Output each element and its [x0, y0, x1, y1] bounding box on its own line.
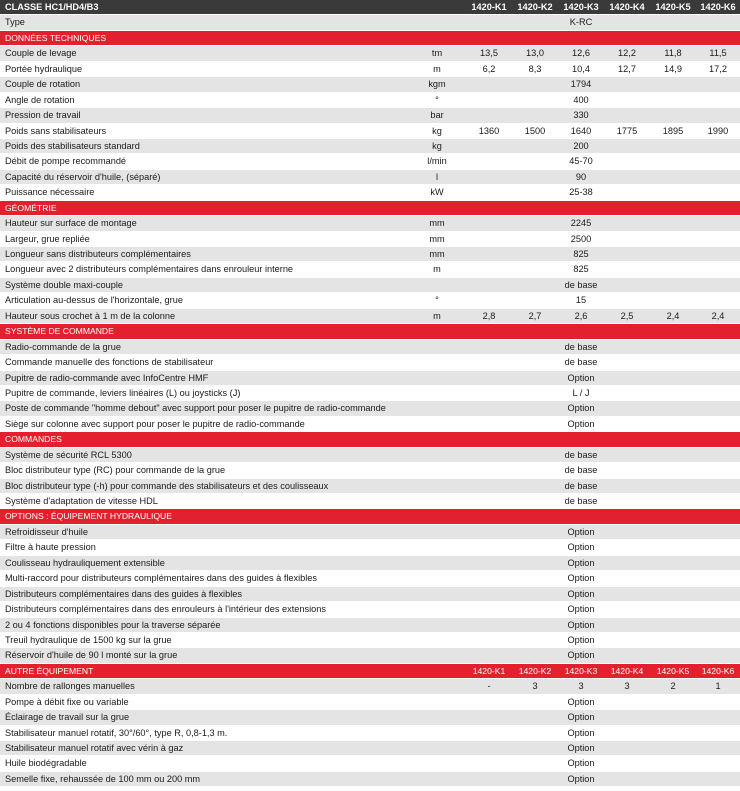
row-label: Capacité du réservoir d'huile, (séparé) [5, 171, 161, 182]
table-row [0, 340, 740, 355]
row-value: de base [564, 465, 598, 476]
row-label: Largeur, grue repliée [5, 233, 90, 244]
row-value: 8,3 [528, 63, 542, 74]
table-row [0, 479, 740, 494]
row-unit: m [433, 63, 441, 74]
row-value: 1775 [616, 125, 638, 136]
row-value: 1895 [662, 125, 684, 136]
table-row [0, 525, 740, 540]
row-label: Bloc distributeur type (RC) pour commande de la grue [5, 465, 226, 476]
row-unit: m [433, 310, 441, 321]
table-row [0, 247, 740, 262]
table-row [0, 540, 740, 555]
row-value: 11,5 [709, 48, 727, 59]
row-label: Hauteur sur surface de montage [5, 218, 137, 229]
row-label: Coulisseau hydrauliquement extensible [5, 557, 165, 568]
row-value: 400 [573, 94, 589, 105]
row-label: Nombre de rallonges manuelles [5, 681, 135, 692]
row-value: Option [567, 403, 595, 414]
table-title: CLASSE HC1/HD4/B3 [5, 2, 99, 12]
row-value: Option [567, 758, 595, 769]
row-label: Couple de levage [5, 48, 77, 59]
row-value: 3 [532, 681, 538, 692]
row-value: Option [567, 650, 595, 661]
table-row [0, 371, 740, 386]
row-value: 2,7 [528, 310, 542, 321]
row-value: 17,2 [709, 63, 727, 74]
row-label: Pupitre de commande, leviers linéaires (L) ou joysticks (J) [5, 387, 241, 398]
row-label: Pression de travail [5, 110, 81, 121]
row-unit: mm [429, 233, 445, 244]
table-row [0, 185, 740, 200]
row-unit: kW [430, 187, 444, 198]
row-value: de base [564, 480, 598, 491]
row-value: 825 [573, 264, 589, 275]
section-title: GÉOMÉTRIE [5, 202, 57, 213]
row-label: Type [5, 17, 25, 28]
row-label: Poids des stabilisateurs standard [5, 140, 140, 151]
row-value: 3 [624, 681, 630, 692]
row-value: Option [567, 573, 595, 584]
model-header: 1420-K3 [564, 665, 598, 676]
row-value: Option [567, 526, 595, 537]
row-unit: mm [429, 218, 445, 229]
row-label: Poids sans stabilisateurs [5, 125, 107, 136]
row-unit: mm [429, 249, 445, 259]
row-label: Distributeurs complémentaires dans des enrouleurs à l'intérieur des extensions [5, 604, 326, 615]
row-value: 2,4 [666, 310, 680, 321]
row-label: Siège sur colonne avec support pour poser le pupitre de radio-commande [5, 418, 305, 429]
model-header: 1420-K6 [700, 2, 736, 12]
row-value: Option [567, 619, 595, 630]
row-label: Treuil hydraulique de 1500 kg sur la grue [5, 634, 172, 645]
row-value: Option [567, 634, 595, 645]
row-label: Pompe à débit fixe ou variable [5, 696, 129, 707]
section-header [0, 31, 740, 46]
table-header [0, 0, 740, 15]
table-row [0, 741, 740, 756]
table-row [0, 216, 740, 231]
row-unit: ° [435, 295, 439, 306]
row-label: Couple de rotation [5, 79, 81, 90]
row-value: Option [567, 542, 595, 553]
model-header: 1420-K5 [656, 665, 690, 676]
table-row [0, 648, 740, 663]
model-header: 1420-K2 [517, 2, 553, 12]
row-label: Puissance nécessaire [5, 187, 95, 198]
row-label: Distributeurs complémentaires dans des guides à flexibles [5, 588, 242, 599]
row-value: 330 [573, 110, 589, 121]
table-row [0, 278, 740, 293]
table-row [0, 77, 740, 92]
table-row [0, 46, 740, 61]
table-row [0, 448, 740, 463]
row-value: 12,2 [618, 48, 636, 59]
table-row [0, 571, 740, 586]
row-unit: tm [431, 48, 443, 59]
row-label: Huile biodégradable [5, 758, 87, 769]
row-value: Option [567, 727, 595, 738]
row-value: L / J [572, 387, 590, 398]
row-value: K-RC [569, 17, 593, 28]
row-value: 13,0 [526, 48, 544, 59]
row-value: 1794 [570, 79, 592, 90]
row-value: - [487, 681, 491, 692]
row-value: 2500 [570, 233, 592, 244]
spec-rows [0, 15, 740, 787]
section-title: AUTRE ÉQUIPEMENT [5, 665, 94, 676]
row-label: Multi-raccord pour distributeurs complémentaires dans des guides à flexibles [5, 573, 318, 584]
row-label: Poste de commande "homme debout" avec support pour poser le pupitre de radio-commande [5, 403, 386, 414]
row-value: 1640 [570, 125, 592, 136]
row-value: Option [567, 588, 595, 599]
row-value: Option [567, 743, 595, 753]
model-header: 1420-K5 [655, 2, 691, 12]
row-label: Semelle fixe, rehaussée de 100 mm ou 200 mm [5, 773, 201, 784]
row-value: 12,7 [618, 63, 636, 74]
row-value: 3 [578, 681, 584, 692]
row-value: 12,6 [572, 48, 590, 59]
row-value: 200 [573, 140, 589, 151]
model-header: 1420-K1 [471, 2, 507, 12]
row-label: Éclairage de travail sur la grue [5, 712, 130, 723]
row-value: 2,6 [574, 310, 588, 321]
row-value: 15 [575, 295, 587, 306]
section-header [0, 509, 740, 524]
table-row [0, 756, 740, 771]
row-value: Option [567, 557, 595, 568]
table-row [0, 556, 740, 571]
table-row [0, 262, 740, 277]
row-label: Radio-commande de la grue [5, 341, 121, 352]
row-label: Bloc distributeur type (-h) pour commande des stabilisateurs et des coulisseaux [5, 480, 329, 491]
table-row [0, 679, 740, 694]
row-label: Articulation au-dessus de l'horizontale, grue [5, 295, 183, 306]
table-row [0, 232, 740, 247]
table-row [0, 124, 740, 139]
row-label: Système d'adaptation de vitesse HDL [5, 496, 158, 506]
row-label: Angle de rotation [5, 94, 75, 105]
table-row [0, 386, 740, 401]
row-unit: kg [432, 140, 442, 151]
section-title: OPTIONS : ÉQUIPEMENT HYDRAULIQUE [5, 511, 172, 522]
table-row [0, 772, 740, 787]
row-unit: kgm [428, 79, 446, 90]
row-value: Option [567, 712, 595, 723]
row-value: de base [564, 449, 598, 460]
section-header [0, 432, 740, 447]
row-value: 825 [573, 249, 589, 259]
row-label: Système double maxi-couple [5, 279, 123, 290]
row-label: Longueur sans distributeurs complémentaires [5, 249, 191, 259]
section-title: COMMANDES [5, 434, 62, 445]
row-value: de base [564, 279, 598, 290]
row-value: de base [564, 496, 598, 506]
row-value: 1500 [524, 125, 546, 136]
section-header [0, 201, 740, 216]
row-label: Pupitre de radio-commande avec InfoCentre HMF [5, 372, 209, 383]
row-value: 6,2 [482, 63, 496, 74]
row-value: Option [567, 604, 595, 615]
row-label: Commande manuelle des fonctions de stabilisateur [5, 357, 214, 368]
row-value: 2,5 [620, 310, 634, 321]
row-value: de base [564, 357, 598, 368]
table-row [0, 618, 740, 633]
row-value: 2,8 [482, 310, 496, 321]
row-label: Portée hydraulique [5, 63, 83, 74]
model-header: 1420-K2 [518, 665, 552, 676]
table-row [0, 726, 740, 741]
table-row [0, 355, 740, 370]
model-header: 1420-K3 [563, 2, 599, 12]
table-row [0, 15, 740, 30]
model-header: 1420-K6 [701, 665, 735, 676]
row-label: 2 ou 4 fonctions disponibles pour la traverse séparée [5, 619, 221, 630]
table-row [0, 139, 740, 154]
row-value: Option [567, 372, 595, 383]
row-value: 45-70 [569, 156, 593, 167]
row-unit: ° [435, 94, 439, 105]
row-value: 13,5 [480, 48, 498, 59]
row-unit: l/min [427, 156, 447, 167]
row-value: 2,4 [711, 310, 725, 321]
row-value: 11,8 [664, 48, 682, 59]
row-value: 2245 [570, 218, 592, 229]
row-value: 14,9 [664, 63, 682, 74]
section-header [0, 664, 740, 679]
row-label: Hauteur sous crochet à 1 m de la colonne [5, 310, 176, 321]
table-row [0, 170, 740, 185]
model-header: 1420-K4 [610, 665, 644, 676]
table-row [0, 62, 740, 77]
row-label: Refroidisseur d'huile [5, 526, 88, 537]
row-label: Stabilisateur manuel rotatif avec vérin à gaz [5, 743, 184, 753]
row-unit: l [435, 171, 439, 182]
row-unit: kg [432, 125, 442, 136]
table-row [0, 710, 740, 725]
model-header: 1420-K1 [472, 665, 506, 676]
table-row [0, 417, 740, 432]
table-row [0, 633, 740, 648]
row-value: 10,4 [572, 63, 590, 74]
table-row [0, 602, 740, 617]
row-value: 25-38 [569, 187, 593, 198]
row-label: Stabilisateur manuel rotatif, 30°/60°, type R, 0,8-1,3 m. [5, 727, 228, 738]
table-row [0, 309, 740, 324]
row-value: 1 [715, 681, 721, 692]
row-value: 1990 [707, 125, 729, 136]
row-label: Filtre à haute pression [5, 542, 96, 553]
row-label: Système de sécurité RCL 5300 [5, 449, 132, 460]
table-row [0, 401, 740, 416]
row-value: de base [564, 341, 598, 352]
row-value: 1360 [478, 125, 500, 136]
row-label: Longueur avec 2 distributeurs complémentaires dans enrouleur interne [5, 264, 294, 275]
table-row [0, 587, 740, 602]
section-title: DONNÉES TECHNIQUES [5, 32, 107, 43]
row-value: Option [567, 418, 595, 429]
row-value: Option [567, 773, 595, 784]
row-value: Option [567, 696, 595, 707]
row-value: 90 [575, 171, 587, 182]
table-row [0, 463, 740, 478]
model-header: 1420-K4 [609, 2, 645, 12]
row-unit: bar [430, 110, 444, 121]
table-row [0, 93, 740, 108]
row-value: 2 [670, 681, 676, 692]
table-row [0, 154, 740, 169]
table-row [0, 293, 740, 308]
section-title: SYSTÈME DE COMMANDE [5, 326, 114, 337]
row-label: Débit de pompe recommandé [5, 156, 127, 167]
table-row [0, 108, 740, 123]
row-label: Réservoir d'huile de 90 l monté sur la grue [5, 650, 178, 661]
section-header [0, 324, 740, 339]
table-row [0, 494, 740, 509]
row-unit: m [433, 264, 441, 275]
table-row [0, 695, 740, 710]
